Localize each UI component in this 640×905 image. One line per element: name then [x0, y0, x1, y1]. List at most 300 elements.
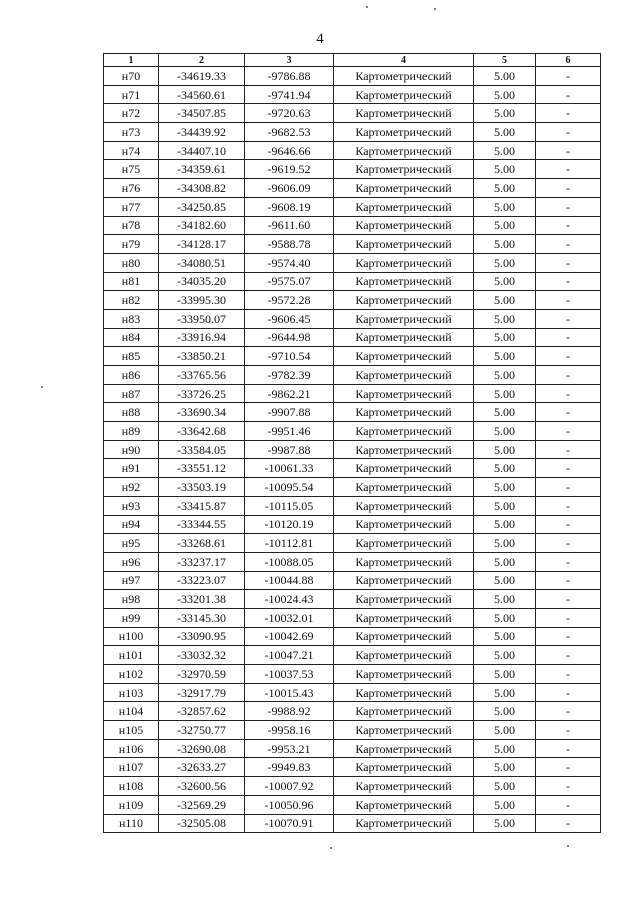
accuracy-cell: 5.00 — [474, 179, 536, 198]
y-coordinate-cell: -9606.45 — [245, 309, 334, 328]
note-cell: - — [536, 627, 601, 646]
method-cell: Картометрический — [334, 197, 474, 216]
accuracy-cell: 5.00 — [474, 459, 536, 478]
note-cell: - — [536, 758, 601, 777]
x-coordinate-cell: -33201.38 — [159, 590, 245, 609]
method-cell: Картометрический — [334, 534, 474, 553]
x-coordinate-cell: -34080.51 — [159, 253, 245, 272]
accuracy-cell: 5.00 — [474, 291, 536, 310]
column-header: 5 — [474, 54, 536, 67]
point-id-cell: н82 — [104, 291, 159, 310]
point-id-cell: н73 — [104, 123, 159, 142]
accuracy-cell: 5.00 — [474, 197, 536, 216]
method-cell: Картометрический — [334, 627, 474, 646]
y-coordinate-cell: -9572.28 — [245, 291, 334, 310]
x-coordinate-cell: -32917.79 — [159, 683, 245, 702]
accuracy-cell: 5.00 — [474, 795, 536, 814]
y-coordinate-cell: -9741.94 — [245, 85, 334, 104]
y-coordinate-cell: -9611.60 — [245, 216, 334, 235]
method-cell: Картометрический — [334, 272, 474, 291]
accuracy-cell: 5.00 — [474, 67, 536, 86]
x-coordinate-cell: -33237.17 — [159, 552, 245, 571]
accuracy-cell: 5.00 — [474, 403, 536, 422]
x-coordinate-cell: -34359.61 — [159, 160, 245, 179]
y-coordinate-cell: -10061.33 — [245, 459, 334, 478]
method-cell: Картометрический — [334, 67, 474, 86]
table-row — [104, 627, 601, 646]
method-cell: Картометрический — [334, 366, 474, 385]
point-id-cell: н72 — [104, 104, 159, 123]
y-coordinate-cell: -10007.92 — [245, 777, 334, 796]
x-coordinate-cell: -34128.17 — [159, 235, 245, 254]
note-cell: - — [536, 702, 601, 721]
method-cell: Картометрический — [334, 328, 474, 347]
y-coordinate-cell: -10044.88 — [245, 571, 334, 590]
point-id-cell: н97 — [104, 571, 159, 590]
note-cell: - — [536, 608, 601, 627]
note-cell: - — [536, 646, 601, 665]
note-cell: - — [536, 478, 601, 497]
table-row — [104, 646, 601, 665]
method-cell: Картометрический — [334, 347, 474, 366]
method-cell: Картометрический — [334, 160, 474, 179]
table-row — [104, 384, 601, 403]
method-cell: Картометрический — [334, 253, 474, 272]
note-cell: - — [536, 123, 601, 142]
accuracy-cell: 5.00 — [474, 272, 536, 291]
point-id-cell: н70 — [104, 67, 159, 86]
y-coordinate-cell: -9710.54 — [245, 347, 334, 366]
y-coordinate-cell: -10070.91 — [245, 814, 334, 833]
note-cell: - — [536, 141, 601, 160]
point-id-cell: н80 — [104, 253, 159, 272]
x-coordinate-cell: -33995.30 — [159, 291, 245, 310]
method-cell: Картометрический — [334, 85, 474, 104]
accuracy-cell: 5.00 — [474, 422, 536, 441]
y-coordinate-cell: -9575.07 — [245, 272, 334, 291]
y-coordinate-cell: -9682.53 — [245, 123, 334, 142]
table-header-row — [104, 54, 601, 67]
note-cell: - — [536, 347, 601, 366]
point-id-cell: н107 — [104, 758, 159, 777]
note-cell: - — [536, 515, 601, 534]
note-cell: - — [536, 590, 601, 609]
y-coordinate-cell: -9646.66 — [245, 141, 334, 160]
point-id-cell: н79 — [104, 235, 159, 254]
table-row — [104, 814, 601, 833]
note-cell: - — [536, 683, 601, 702]
accuracy-cell: 5.00 — [474, 571, 536, 590]
method-cell: Картометрический — [334, 739, 474, 758]
x-coordinate-cell: -34035.20 — [159, 272, 245, 291]
table-row — [104, 515, 601, 534]
method-cell: Картометрический — [334, 590, 474, 609]
y-coordinate-cell: -9720.63 — [245, 104, 334, 123]
y-coordinate-cell: -9862.21 — [245, 384, 334, 403]
y-coordinate-cell: -10112.81 — [245, 534, 334, 553]
note-cell: - — [536, 216, 601, 235]
table-row — [104, 478, 601, 497]
method-cell: Картометрический — [334, 608, 474, 627]
x-coordinate-cell: -32633.27 — [159, 758, 245, 777]
y-coordinate-cell: -9987.88 — [245, 440, 334, 459]
table-row — [104, 758, 601, 777]
table-row — [104, 347, 601, 366]
table-row — [104, 702, 601, 721]
accuracy-cell: 5.00 — [474, 141, 536, 160]
point-id-cell: н101 — [104, 646, 159, 665]
column-header: 3 — [245, 54, 334, 67]
table-row — [104, 777, 601, 796]
x-coordinate-cell: -33765.56 — [159, 366, 245, 385]
method-cell: Картометрический — [334, 496, 474, 515]
note-cell: - — [536, 496, 601, 515]
scan-speck — [366, 6, 368, 8]
point-id-cell: н96 — [104, 552, 159, 571]
accuracy-cell: 5.00 — [474, 328, 536, 347]
table-row — [104, 534, 601, 553]
point-id-cell: н104 — [104, 702, 159, 721]
accuracy-cell: 5.00 — [474, 683, 536, 702]
y-coordinate-cell: -10042.69 — [245, 627, 334, 646]
accuracy-cell: 5.00 — [474, 216, 536, 235]
method-cell: Картометрический — [334, 814, 474, 833]
x-coordinate-cell: -32857.62 — [159, 702, 245, 721]
note-cell: - — [536, 777, 601, 796]
y-coordinate-cell: -10047.21 — [245, 646, 334, 665]
method-cell: Картометрический — [334, 552, 474, 571]
point-id-cell: н98 — [104, 590, 159, 609]
accuracy-cell: 5.00 — [474, 534, 536, 553]
point-id-cell: н110 — [104, 814, 159, 833]
point-id-cell: н92 — [104, 478, 159, 497]
accuracy-cell: 5.00 — [474, 590, 536, 609]
point-id-cell: н103 — [104, 683, 159, 702]
x-coordinate-cell: -33145.30 — [159, 608, 245, 627]
accuracy-cell: 5.00 — [474, 552, 536, 571]
table-row — [104, 123, 601, 142]
point-id-cell: н99 — [104, 608, 159, 627]
y-coordinate-cell: -10037.53 — [245, 665, 334, 684]
table-row — [104, 665, 601, 684]
x-coordinate-cell: -34560.61 — [159, 85, 245, 104]
table-row — [104, 739, 601, 758]
accuracy-cell: 5.00 — [474, 721, 536, 740]
y-coordinate-cell: -10015.43 — [245, 683, 334, 702]
accuracy-cell: 5.00 — [474, 235, 536, 254]
x-coordinate-cell: -34182.60 — [159, 216, 245, 235]
table-row — [104, 440, 601, 459]
y-coordinate-cell: -9588.78 — [245, 235, 334, 254]
y-coordinate-cell: -9782.39 — [245, 366, 334, 385]
method-cell: Картометрический — [334, 179, 474, 198]
note-cell: - — [536, 534, 601, 553]
table-row — [104, 272, 601, 291]
column-header: 6 — [536, 54, 601, 67]
table-row — [104, 403, 601, 422]
table-row — [104, 309, 601, 328]
note-cell: - — [536, 403, 601, 422]
y-coordinate-cell: -9907.88 — [245, 403, 334, 422]
x-coordinate-cell: -33950.07 — [159, 309, 245, 328]
x-coordinate-cell: -33584.05 — [159, 440, 245, 459]
accuracy-cell: 5.00 — [474, 347, 536, 366]
accuracy-cell: 5.00 — [474, 702, 536, 721]
point-id-cell: н91 — [104, 459, 159, 478]
note-cell: - — [536, 197, 601, 216]
accuracy-cell: 5.00 — [474, 104, 536, 123]
note-cell: - — [536, 384, 601, 403]
method-cell: Картометрический — [334, 571, 474, 590]
x-coordinate-cell: -33223.07 — [159, 571, 245, 590]
table-row — [104, 179, 601, 198]
y-coordinate-cell: -9608.19 — [245, 197, 334, 216]
note-cell: - — [536, 721, 601, 740]
table-row — [104, 328, 601, 347]
accuracy-cell: 5.00 — [474, 253, 536, 272]
table-row — [104, 85, 601, 104]
accuracy-cell: 5.00 — [474, 123, 536, 142]
accuracy-cell: 5.00 — [474, 384, 536, 403]
table-row — [104, 795, 601, 814]
x-coordinate-cell: -33726.25 — [159, 384, 245, 403]
point-id-cell: н85 — [104, 347, 159, 366]
table-row — [104, 160, 601, 179]
method-cell: Картометрический — [334, 515, 474, 534]
x-coordinate-cell: -33415.87 — [159, 496, 245, 515]
x-coordinate-cell: -34407.10 — [159, 141, 245, 160]
point-id-cell: н84 — [104, 328, 159, 347]
y-coordinate-cell: -10032.01 — [245, 608, 334, 627]
point-id-cell: н83 — [104, 309, 159, 328]
y-coordinate-cell: -10050.96 — [245, 795, 334, 814]
accuracy-cell: 5.00 — [474, 646, 536, 665]
y-coordinate-cell: -10095.54 — [245, 478, 334, 497]
table-row — [104, 571, 601, 590]
table-row — [104, 683, 601, 702]
table-row — [104, 366, 601, 385]
point-id-cell: н106 — [104, 739, 159, 758]
x-coordinate-cell: -33916.94 — [159, 328, 245, 347]
note-cell: - — [536, 272, 601, 291]
table-row — [104, 721, 601, 740]
method-cell: Картометрический — [334, 104, 474, 123]
note-cell: - — [536, 253, 601, 272]
y-coordinate-cell: -9949.83 — [245, 758, 334, 777]
table-row — [104, 67, 601, 86]
method-cell: Картометрический — [334, 403, 474, 422]
x-coordinate-cell: -33344.55 — [159, 515, 245, 534]
method-cell: Картометрический — [334, 758, 474, 777]
x-coordinate-cell: -32690.08 — [159, 739, 245, 758]
y-coordinate-cell: -9786.88 — [245, 67, 334, 86]
point-id-cell: н75 — [104, 160, 159, 179]
note-cell: - — [536, 440, 601, 459]
table-row — [104, 608, 601, 627]
note-cell: - — [536, 179, 601, 198]
y-coordinate-cell: -9951.46 — [245, 422, 334, 441]
point-id-cell: н86 — [104, 366, 159, 385]
accuracy-cell: 5.00 — [474, 440, 536, 459]
y-coordinate-cell: -9574.40 — [245, 253, 334, 272]
y-coordinate-cell: -9958.16 — [245, 721, 334, 740]
table-row — [104, 104, 601, 123]
x-coordinate-cell: -34439.92 — [159, 123, 245, 142]
method-cell: Картометрический — [334, 291, 474, 310]
point-id-cell: н93 — [104, 496, 159, 515]
column-header: 4 — [334, 54, 474, 67]
method-cell: Картометрический — [334, 384, 474, 403]
y-coordinate-cell: -9953.21 — [245, 739, 334, 758]
point-id-cell: н95 — [104, 534, 159, 553]
method-cell: Картометрический — [334, 478, 474, 497]
column-header: 1 — [104, 54, 159, 67]
note-cell: - — [536, 309, 601, 328]
point-id-cell: н102 — [104, 665, 159, 684]
x-coordinate-cell: -33503.19 — [159, 478, 245, 497]
point-id-cell: н81 — [104, 272, 159, 291]
point-id-cell: н71 — [104, 85, 159, 104]
x-coordinate-cell: -33268.61 — [159, 534, 245, 553]
method-cell: Картометрический — [334, 683, 474, 702]
note-cell: - — [536, 459, 601, 478]
method-cell: Картометрический — [334, 123, 474, 142]
note-cell: - — [536, 366, 601, 385]
point-id-cell: н89 — [104, 422, 159, 441]
y-coordinate-cell: -9606.09 — [245, 179, 334, 198]
method-cell: Картометрический — [334, 235, 474, 254]
method-cell: Картометрический — [334, 309, 474, 328]
method-cell: Картометрический — [334, 141, 474, 160]
table-row — [104, 590, 601, 609]
point-id-cell: н74 — [104, 141, 159, 160]
table-row — [104, 459, 601, 478]
method-cell: Картометрический — [334, 665, 474, 684]
accuracy-cell: 5.00 — [474, 496, 536, 515]
accuracy-cell: 5.00 — [474, 478, 536, 497]
note-cell: - — [536, 552, 601, 571]
note-cell: - — [536, 328, 601, 347]
scan-speck — [330, 847, 332, 849]
y-coordinate-cell: -10088.05 — [245, 552, 334, 571]
note-cell: - — [536, 160, 601, 179]
y-coordinate-cell: -9619.52 — [245, 160, 334, 179]
point-id-cell: н77 — [104, 197, 159, 216]
method-cell: Картометрический — [334, 721, 474, 740]
x-coordinate-cell: -32600.56 — [159, 777, 245, 796]
accuracy-cell: 5.00 — [474, 814, 536, 833]
x-coordinate-cell: -34507.85 — [159, 104, 245, 123]
note-cell: - — [536, 814, 601, 833]
method-cell: Картометрический — [334, 646, 474, 665]
accuracy-cell: 5.00 — [474, 739, 536, 758]
table-row — [104, 235, 601, 254]
point-id-cell: н88 — [104, 403, 159, 422]
scan-speck — [434, 8, 436, 10]
table-row — [104, 141, 601, 160]
x-coordinate-cell: -33642.68 — [159, 422, 245, 441]
point-id-cell: н105 — [104, 721, 159, 740]
note-cell: - — [536, 67, 601, 86]
method-cell: Картометрический — [334, 795, 474, 814]
x-coordinate-cell: -33090.95 — [159, 627, 245, 646]
accuracy-cell: 5.00 — [474, 627, 536, 646]
table-row — [104, 552, 601, 571]
y-coordinate-cell: -10024.43 — [245, 590, 334, 609]
table-row — [104, 291, 601, 310]
x-coordinate-cell: -33690.34 — [159, 403, 245, 422]
point-id-cell: н78 — [104, 216, 159, 235]
accuracy-cell: 5.00 — [474, 85, 536, 104]
point-id-cell: н109 — [104, 795, 159, 814]
scan-speck — [567, 845, 569, 847]
y-coordinate-cell: -10120.19 — [245, 515, 334, 534]
y-coordinate-cell: -9644.98 — [245, 328, 334, 347]
note-cell: - — [536, 291, 601, 310]
note-cell: - — [536, 665, 601, 684]
method-cell: Картометрический — [334, 216, 474, 235]
method-cell: Картометрический — [334, 459, 474, 478]
accuracy-cell: 5.00 — [474, 758, 536, 777]
x-coordinate-cell: -32750.77 — [159, 721, 245, 740]
y-coordinate-cell: -10115.05 — [245, 496, 334, 515]
note-cell: - — [536, 739, 601, 758]
note-cell: - — [536, 104, 601, 123]
point-id-cell: н94 — [104, 515, 159, 534]
point-id-cell: н108 — [104, 777, 159, 796]
x-coordinate-cell: -32505.08 — [159, 814, 245, 833]
point-id-cell: н87 — [104, 384, 159, 403]
accuracy-cell: 5.00 — [474, 366, 536, 385]
coordinates-table — [103, 53, 601, 833]
note-cell: - — [536, 85, 601, 104]
x-coordinate-cell: -34308.82 — [159, 179, 245, 198]
x-coordinate-cell: -33032.32 — [159, 646, 245, 665]
accuracy-cell: 5.00 — [474, 608, 536, 627]
page-number: 4 — [316, 31, 324, 47]
accuracy-cell: 5.00 — [474, 515, 536, 534]
x-coordinate-cell: -33551.12 — [159, 459, 245, 478]
x-coordinate-cell: -32569.29 — [159, 795, 245, 814]
accuracy-cell: 5.00 — [474, 777, 536, 796]
table-row — [104, 197, 601, 216]
note-cell: - — [536, 571, 601, 590]
accuracy-cell: 5.00 — [474, 309, 536, 328]
x-coordinate-cell: -32970.59 — [159, 665, 245, 684]
accuracy-cell: 5.00 — [474, 160, 536, 179]
note-cell: - — [536, 795, 601, 814]
method-cell: Картометрический — [334, 440, 474, 459]
table-row — [104, 496, 601, 515]
x-coordinate-cell: -34619.33 — [159, 67, 245, 86]
note-cell: - — [536, 422, 601, 441]
table-row — [104, 253, 601, 272]
point-id-cell: н100 — [104, 627, 159, 646]
x-coordinate-cell: -34250.85 — [159, 197, 245, 216]
scan-speck — [41, 386, 43, 388]
table-row — [104, 216, 601, 235]
column-header: 2 — [159, 54, 245, 67]
method-cell: Картометрический — [334, 422, 474, 441]
method-cell: Картометрический — [334, 777, 474, 796]
accuracy-cell: 5.00 — [474, 665, 536, 684]
y-coordinate-cell: -9988.92 — [245, 702, 334, 721]
table-row — [104, 422, 601, 441]
point-id-cell: н76 — [104, 179, 159, 198]
method-cell: Картометрический — [334, 702, 474, 721]
point-id-cell: н90 — [104, 440, 159, 459]
x-coordinate-cell: -33850.21 — [159, 347, 245, 366]
